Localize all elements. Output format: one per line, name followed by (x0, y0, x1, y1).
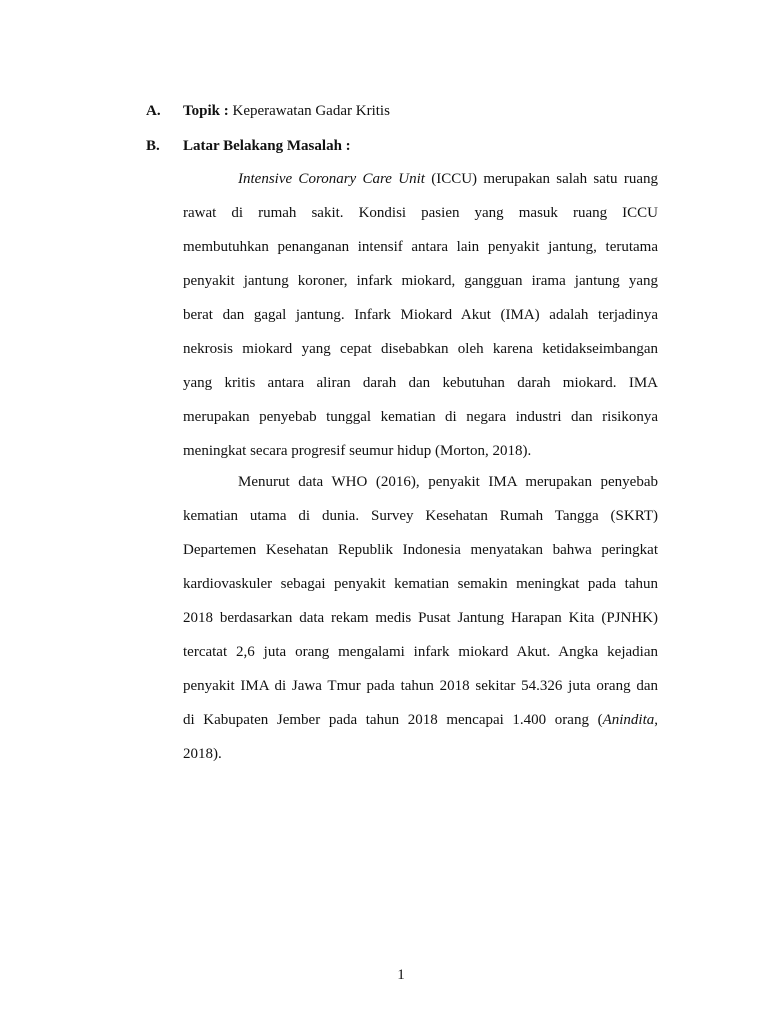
paragraph-2-line-2: kematian utama di dunia. Survey Kesehatan Rumah Tangga (SKRT) (183, 508, 658, 524)
paragraph-1-line-4: penyakit jantung koroner, infark miokard, gangguan irama jantung yang (183, 273, 658, 289)
citation-anindita: Anindita (602, 712, 655, 728)
page-number: 1 (397, 967, 405, 983)
paragraph-2-line-3: Departemen Kesehatan Republik Indonesia menyatakan bahwa peringkat (183, 542, 658, 558)
paragraph-1-line-8: merupakan penyebab tunggal kematian di negara industri dan risikonya (183, 409, 658, 425)
paragraph-1-line-5: berat dan gagal jantung. Infark Miokard Akut (IMA) adalah terjadinya (183, 307, 658, 323)
paragraph-1-line-9: meningkat secara progresif seumur hidup (Morton, 2018). (183, 443, 532, 459)
iccu-term: Intensive Coronary Care Unit (238, 171, 425, 187)
section-b-label: Latar Belakang Masalah : (183, 138, 351, 154)
paragraph-1-line-1: Intensive Coronary Care Unit (ICCU) merupakan salah satu ruang (238, 171, 658, 187)
paragraph-2-line-8: di Kabupaten Jember pada tahun 2018 mencapai 1.400 orang (Anindita, (183, 712, 658, 728)
paragraph-2-line-5: 2018 berdasarkan data rekam medis Pusat Jantung Harapan Kita (PJNHK) (183, 610, 658, 626)
section-a-label: Topik : (183, 103, 229, 119)
paragraph-1-line-7: yang kritis antara aliran darah dan kebutuhan darah miokard. IMA (183, 375, 658, 391)
paragraph-1-line-2: rawat di rumah sakit. Kondisi pasien yang masuk ruang ICCU (183, 205, 658, 221)
paragraph-2-line-1: Menurut data WHO (2016), penyakit IMA merupakan penyebab (238, 474, 658, 490)
paragraph-2-line-9: 2018). (183, 746, 222, 762)
paragraph-1-line-6: nekrosis miokard yang cepat disebabkan oleh karena ketidakseimbangan (183, 341, 658, 357)
paragraph-1-line-3: membutuhkan penanganan intensif antara lain penyakit jantung, terutama (183, 239, 658, 255)
paragraph-2-line-4: kardiovaskuler sebagai penyakit kematian semakin meningkat pada tahun (183, 576, 658, 592)
section-a-letter: A. (146, 103, 161, 119)
paragraph-2-line-6: tercatat 2,6 juta orang mengalami infark miokard Akut. Angka kejadian (183, 644, 658, 660)
section-b-letter: B. (146, 138, 160, 154)
section-a-topic: Keperawatan Gadar Kritis (232, 103, 390, 119)
paragraph-2-line-7: penyakit IMA di Jawa Tmur pada tahun 2018 sekitar 54.326 juta orang dan (183, 678, 658, 694)
